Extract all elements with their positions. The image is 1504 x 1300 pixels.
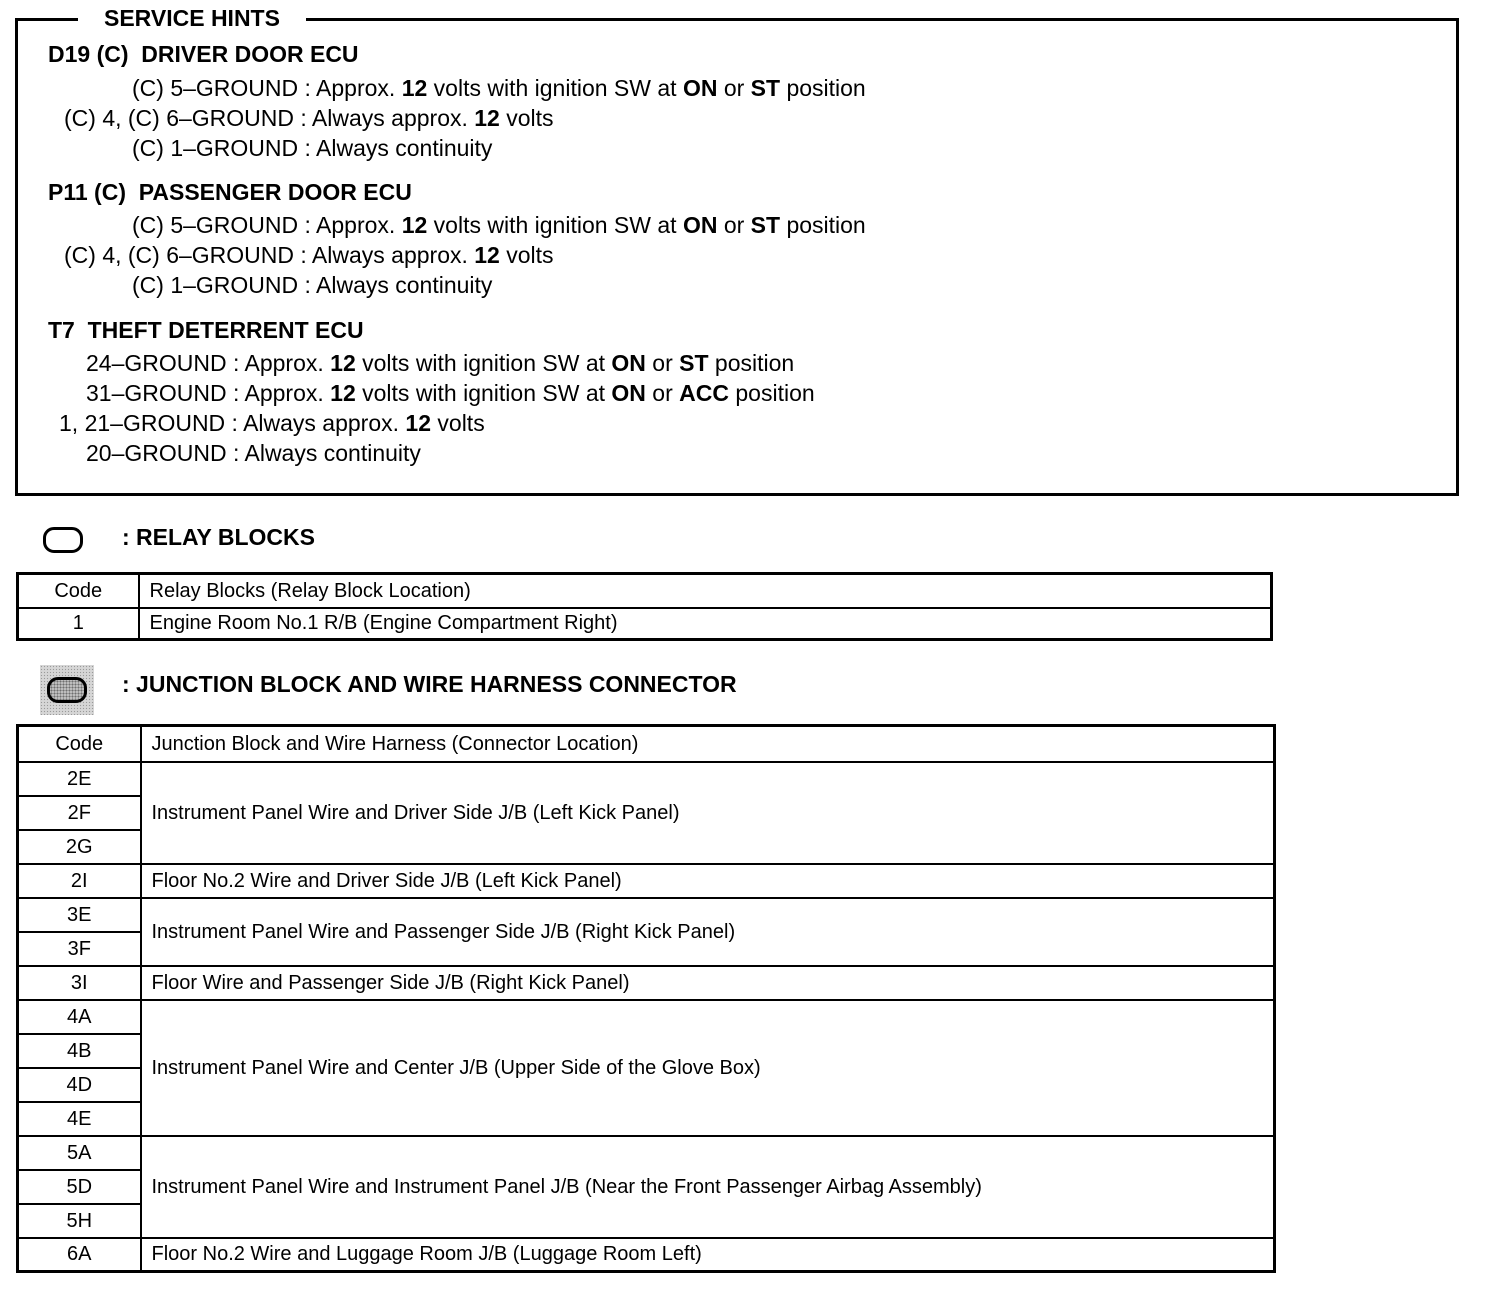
table-row [18, 864, 1275, 898]
code-cell: 6A [18, 1238, 141, 1272]
description-cell: Instrument Panel Wire and Center J/B (Upper Side of the Glove Box) [141, 1000, 1275, 1136]
section-heading-passenger-door-ecu: P11 (C) PASSENGER DOOR ECU [48, 179, 412, 205]
code-cell: 3E [18, 898, 141, 932]
description-cell: Instrument Panel Wire and Passenger Side J/B (Right Kick Panel) [141, 898, 1275, 966]
hint-line: (C) 5–GROUND : Approx. 12 volts with ignition SW at ON or ST position [132, 75, 866, 101]
code-header: Code [18, 574, 139, 608]
table-row [18, 1000, 1275, 1034]
hint-line: (C) 1–GROUND : Always continuity [132, 135, 493, 161]
table-header-row [18, 726, 1275, 762]
table-row [18, 1136, 1275, 1170]
hint-line: (C) 4, (C) 6–GROUND : Always approx. 12 volts [64, 105, 554, 131]
code-cell: 2G [18, 830, 141, 864]
code-cell: 4A [18, 1000, 141, 1034]
code-cell: 5H [18, 1204, 141, 1238]
hint-line: (C) 1–GROUND : Always continuity [132, 272, 493, 298]
description-cell: Floor No.2 Wire and Driver Side J/B (Left Kick Panel) [141, 864, 1275, 898]
description-cell: Floor No.2 Wire and Luggage Room J/B (Luggage Room Left) [141, 1238, 1275, 1272]
hint-line: 1, 21–GROUND : Always approx. 12 volts [59, 410, 485, 436]
table-header-row [18, 574, 1272, 608]
table-row [18, 898, 1275, 932]
relay-block-icon [43, 527, 83, 553]
description-cell: Engine Room No.1 R/B (Engine Compartment Right) [139, 608, 1272, 640]
junction-block-table [16, 724, 1276, 1273]
section-heading-theft-deterrent-ecu: T7 THEFT DETERRENT ECU [48, 317, 364, 343]
code-cell: 3I [18, 966, 141, 1000]
code-cell: 4E [18, 1102, 141, 1136]
code-cell: 4B [18, 1034, 141, 1068]
table-row [18, 762, 1275, 796]
hint-line: 20–GROUND : Always continuity [86, 440, 421, 466]
code-cell: 2F [18, 796, 141, 830]
code-cell: 2I [18, 864, 141, 898]
table-row [18, 1238, 1275, 1272]
description-cell: Instrument Panel Wire and Instrument Panel J/B (Near the Front Passenger Airbag Assembly) [141, 1136, 1275, 1238]
hint-line: (C) 4, (C) 6–GROUND : Always approx. 12 volts [64, 242, 554, 268]
description-header: Junction Block and Wire Harness (Connector Location) [141, 726, 1275, 762]
hint-line: (C) 5–GROUND : Approx. 12 volts with ignition SW at ON or ST position [132, 212, 866, 238]
description-cell: Floor Wire and Passenger Side J/B (Right Kick Panel) [141, 966, 1275, 1000]
junction-block-legend: : JUNCTION BLOCK AND WIRE HARNESS CONNECTOR [122, 671, 737, 697]
code-cell: 2E [18, 762, 141, 796]
table-row [18, 966, 1275, 1000]
relay-blocks-table [16, 572, 1273, 641]
code-cell: 3F [18, 932, 141, 966]
section-heading-driver-door-ecu: D19 (C) DRIVER DOOR ECU [48, 41, 359, 67]
table-row [18, 608, 1272, 640]
code-cell: 4D [18, 1068, 141, 1102]
code-header: Code [18, 726, 141, 762]
hint-line: 31–GROUND : Approx. 12 volts with ignition SW at ON or ACC position [86, 380, 815, 406]
junction-block-icon [47, 677, 87, 703]
hint-line: 24–GROUND : Approx. 12 volts with ignition SW at ON or ST position [86, 350, 795, 376]
code-cell: 1 [18, 608, 139, 640]
code-cell: 5D [18, 1170, 141, 1204]
description-header: Relay Blocks (Relay Block Location) [139, 574, 1272, 608]
description-cell: Instrument Panel Wire and Driver Side J/B (Left Kick Panel) [141, 762, 1275, 864]
code-cell: 5A [18, 1136, 141, 1170]
relay-blocks-legend: : RELAY BLOCKS [122, 524, 315, 550]
service-hints-title: SERVICE HINTS [78, 4, 306, 32]
